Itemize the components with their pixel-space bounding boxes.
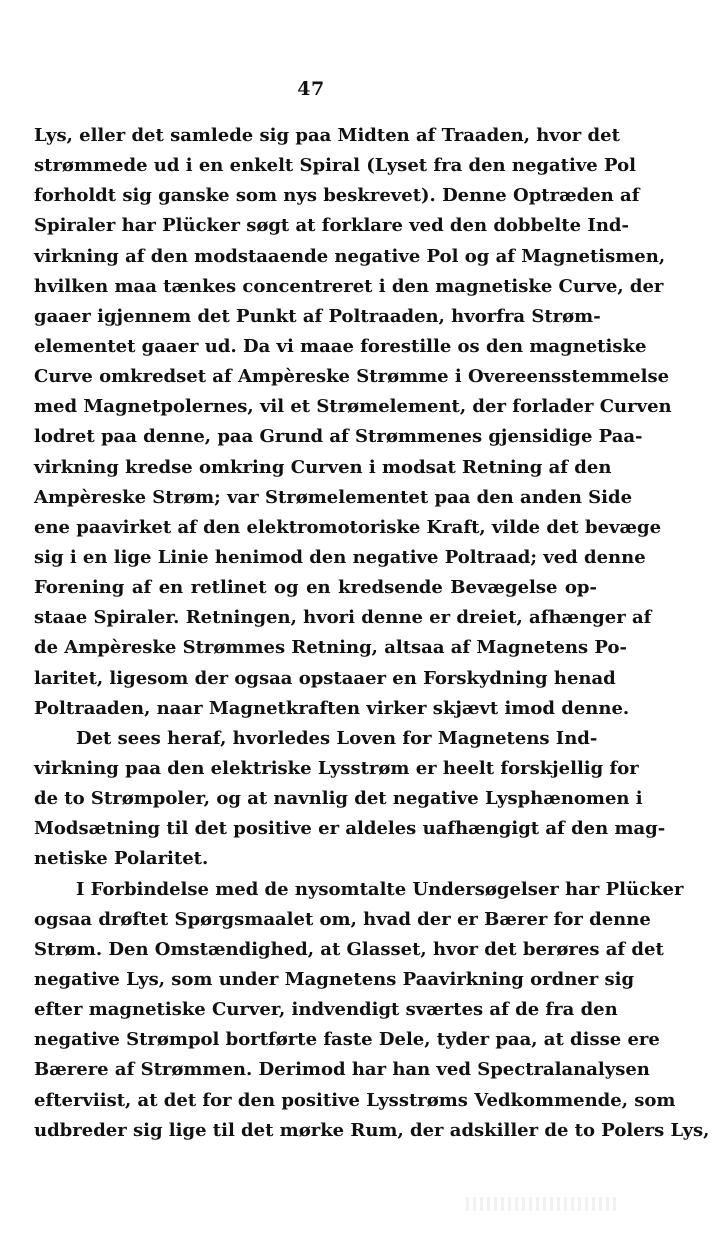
- text-line: forholdt sig ganske som nys beskrevet). Denne Optræden af: [34, 185, 640, 207]
- text-line: Curve omkredset af Ampèreske Strømme i Overeensstemmelse: [34, 366, 670, 388]
- text-line: efter magnetiske Curver, indvendigt sværtes af de fra den: [34, 999, 618, 1021]
- text-line: negative Lys, som under Magnetens Paavirkning ordner sig: [34, 968, 635, 990]
- text-line: udbreder sig lige til det mørke Rum, der adskiller de to Polers Lys,: [34, 1119, 710, 1141]
- text-line: elementet gaaer ud. Da vi maae forestille os den magnetiske: [34, 335, 647, 357]
- text-line: de Ampèreske Strømmes Retning, altsaa af Magnetens Po-: [34, 637, 627, 659]
- text-line: virkning kredse omkring Curven i modsat Retning af den: [34, 456, 612, 478]
- text-line: ene paavirket af den elektromotoriske Kraft, vilde det bevæge: [34, 516, 662, 538]
- text-line: Forening af en retlinet og en kredsende Bevægelse op-: [34, 577, 597, 599]
- text-line: laritet, ligesom der ogsaa opstaaer en Forskydning henad: [34, 667, 616, 689]
- text-line: staae Spiraler. Retningen, hvori denne er dreiet, afhænger af: [34, 607, 652, 629]
- text-line: netiske Polaritet.: [34, 848, 209, 870]
- faint-smudge: [466, 1197, 616, 1211]
- body-text: [34, 121, 710, 1146]
- text-line: Poltraaden, naar Magnetkraften virker skjævt imod denne.: [34, 697, 630, 719]
- text-line: virkning paa den elektriske Lysstrøm er heelt forskjellig for: [34, 757, 639, 779]
- text-line: lodret paa denne, paa Grund af Strømmenes gjensidige Paa-: [34, 426, 643, 448]
- text-line: efterviist, at det for den positive Lysstrøms Vedkommende, som: [34, 1089, 676, 1111]
- text-line: negative Strømpol bortførte faste Dele, tyder paa, at disse ere: [34, 1029, 660, 1051]
- page-number: 47: [297, 78, 325, 100]
- text-line: Spiraler har Plücker søgt at forklare ved den dobbelte Ind-: [34, 215, 629, 237]
- text-line: ogsaa drøftet Spørgsmaalet om, hvad der er Bærer for denne: [34, 908, 651, 930]
- text-line: de to Strømpoler, og at navnlig det negative Lysphænomen i: [34, 788, 643, 810]
- text-line: gaaer igjennem det Punkt af Poltraaden, hvorfra Strøm-: [34, 305, 601, 327]
- text-line: Ampèreske Strøm; var Strømelementet paa den anden Side: [34, 486, 633, 508]
- text-line: hvilken maa tænkes concentreret i den magnetiske Curve, der: [34, 275, 664, 297]
- text-line: virkning af den modstaaende negative Pol og af Magnetismen,: [34, 245, 666, 267]
- text-line-paragraph-start: I Forbindelse med de nysomtalte Undersøgelser har Plücker: [76, 878, 684, 900]
- text-line-paragraph-start: Det sees heraf, hvorledes Loven for Magnetens Ind-: [76, 727, 598, 749]
- text-line: med Magnetpolernes, vil et Strømelement, der forlader Curven: [34, 396, 672, 418]
- text-line: Strøm. Den Omstændighed, at Glasset, hvor det berøres af det: [34, 938, 664, 960]
- text-line: strømmede ud i en enkelt Spiral (Lyset fra den negative Pol: [34, 155, 636, 177]
- text-line: Modsætning til det positive er aldeles uafhængigt af den mag-: [34, 818, 666, 840]
- text-line: Bærere af Strømmen. Derimod har han ved Spectralanalysen: [34, 1059, 650, 1081]
- text-line: sig i en lige Linie henimod den negative Poltraad; ved denne: [34, 546, 646, 568]
- text-line: Lys, eller det samlede sig paa Midten af Traaden, hvor det: [34, 125, 620, 146]
